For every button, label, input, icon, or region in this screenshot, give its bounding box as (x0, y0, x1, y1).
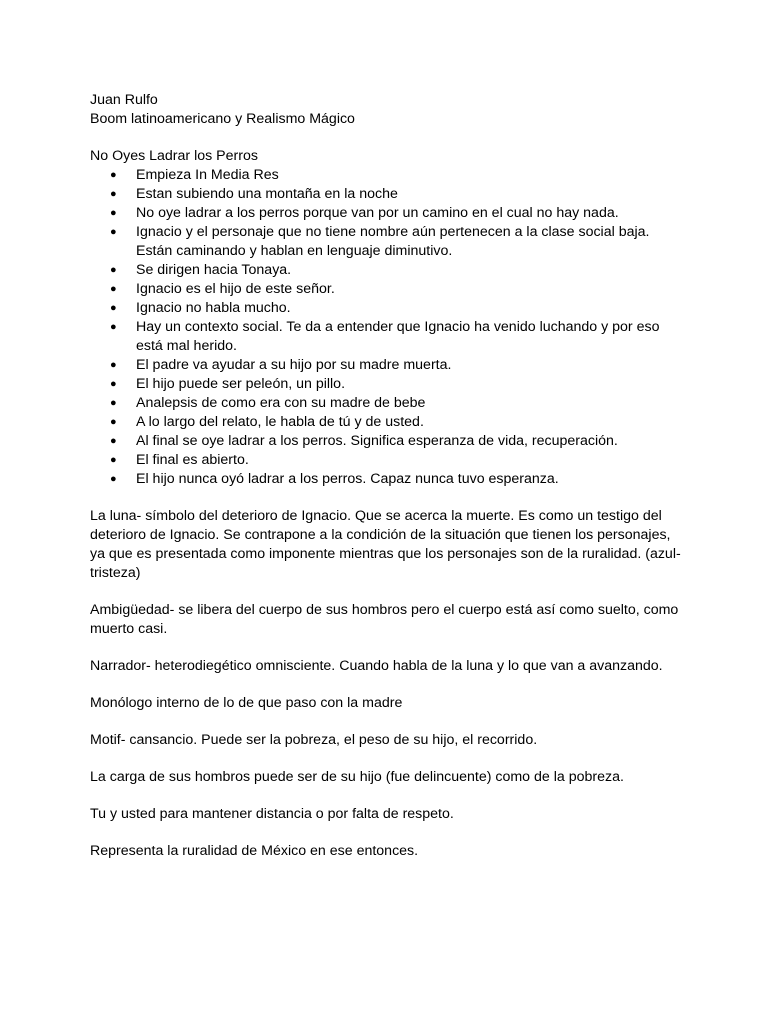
list-item-text: Ignacio es el hijo de este señor. (136, 281, 335, 297)
spacer (90, 750, 686, 768)
spacer (90, 713, 686, 731)
list-item-text: Al final se oye ladrar a los perros. Significa esperanza de vida, recuperación. (136, 433, 618, 449)
author-line: Juan Rulfo (90, 92, 158, 108)
spacer (90, 583, 686, 601)
list-item (90, 432, 686, 451)
bullet-list (90, 166, 686, 489)
paragraph-ambiguedad: Ambigüedad- se libera del cuerpo de sus hombros pero el cuerpo está así como suelto, como muerto casi. (90, 602, 679, 637)
paragraph-tu-usted: Tu y usted para mantener distancia o por falta de respeto. (90, 806, 454, 822)
spacer (90, 824, 686, 842)
list-item (90, 166, 686, 185)
list-item (90, 299, 686, 318)
list-item (90, 318, 686, 356)
list-item (90, 204, 686, 223)
list-item (90, 451, 686, 470)
bullet-icon: ● (110, 378, 117, 390)
list-item-text: No oye ladrar a los perros porque van por un camino en el cual no hay nada. (136, 205, 619, 221)
list-item (90, 185, 686, 204)
paragraph-luna: La luna- símbolo del deterioro de Ignacio. Que se acerca la muerte. Es como un testigo del deterioro de Ignacio. Se contrapone a la condición de la situación que tienen los personajes, ya que es presentada como imponente mientras que los personajes son de la ruralidad. (azul-tristeza) (90, 508, 681, 581)
list-item-text: Analepsis de como era con su madre de bebe (136, 395, 426, 411)
list-item (90, 470, 686, 489)
bullet-icon: ● (110, 416, 117, 428)
list-item-text: Estan subiendo una montaña en la noche (136, 186, 398, 202)
section-title: No Oyes Ladrar los Perros (90, 148, 258, 164)
paragraph-carga: La carga de sus hombros puede ser de su hijo (fue delincuente) como de la pobreza. (90, 769, 624, 785)
list-item (90, 223, 686, 261)
bullet-icon: ● (110, 359, 117, 371)
list-item (90, 394, 686, 413)
list-item (90, 356, 686, 375)
bullet-icon: ● (110, 207, 117, 219)
spacer (90, 639, 686, 657)
list-item (90, 261, 686, 280)
bullet-icon: ● (110, 321, 117, 333)
list-item (90, 375, 686, 394)
document-page (90, 91, 686, 861)
bullet-icon: ● (110, 264, 117, 276)
list-item-text: El final es abierto. (136, 452, 249, 468)
paragraph-narrador: Narrador- heterodiegético omnisciente. Cuando habla de la luna y lo que van a avanzando. (90, 658, 663, 674)
list-item-text: A lo largo del relato, le habla de tú y de usted. (136, 414, 424, 430)
list-item (90, 280, 686, 299)
spacer (90, 676, 686, 694)
list-item-text: Ignacio y el personaje que no tiene nombre aún pertenecen a la clase social baja. Están caminando y hablan en lenguaje diminutivo. (136, 224, 650, 259)
paragraph-ruralidad: Representa la ruralidad de México en ese entonces. (90, 843, 419, 859)
list-item-text: Empieza In Media Res (136, 167, 279, 183)
list-item-text: El hijo nunca oyó ladrar a los perros. Capaz nunca tuvo esperanza. (136, 471, 559, 487)
paragraph-monologo: Monólogo interno de lo de que paso con la madre (90, 695, 403, 711)
bullet-icon: ● (110, 226, 117, 238)
spacer (90, 489, 686, 507)
list-item-text: Ignacio no habla mucho. (136, 300, 291, 316)
list-item-text: El padre va ayudar a su hijo por su madre muerta. (136, 357, 452, 373)
list-item-text: Se dirigen hacia Tonaya. (136, 262, 292, 278)
bullet-icon: ● (110, 473, 117, 485)
list-item-text: Hay un contexto social. Te da a entender que Ignacio ha venido luchando y por eso está mal herido. (136, 319, 660, 354)
bullet-icon: ● (110, 169, 117, 181)
bullet-icon: ● (110, 397, 117, 409)
paragraph-motif: Motif- cansancio. Puede ser la pobreza, el peso de su hijo, el recorrido. (90, 732, 538, 748)
movement-line: Boom latinoamericano y Realismo Mágico (90, 111, 355, 127)
spacer (90, 787, 686, 805)
list-item-text: El hijo puede ser peleón, un pillo. (136, 376, 346, 392)
bullet-icon: ● (110, 283, 117, 295)
bullet-icon: ● (110, 454, 117, 466)
spacer (90, 129, 686, 147)
bullet-icon: ● (110, 435, 117, 447)
bullet-icon: ● (110, 188, 117, 200)
list-item (90, 413, 686, 432)
bullet-icon: ● (110, 302, 117, 314)
